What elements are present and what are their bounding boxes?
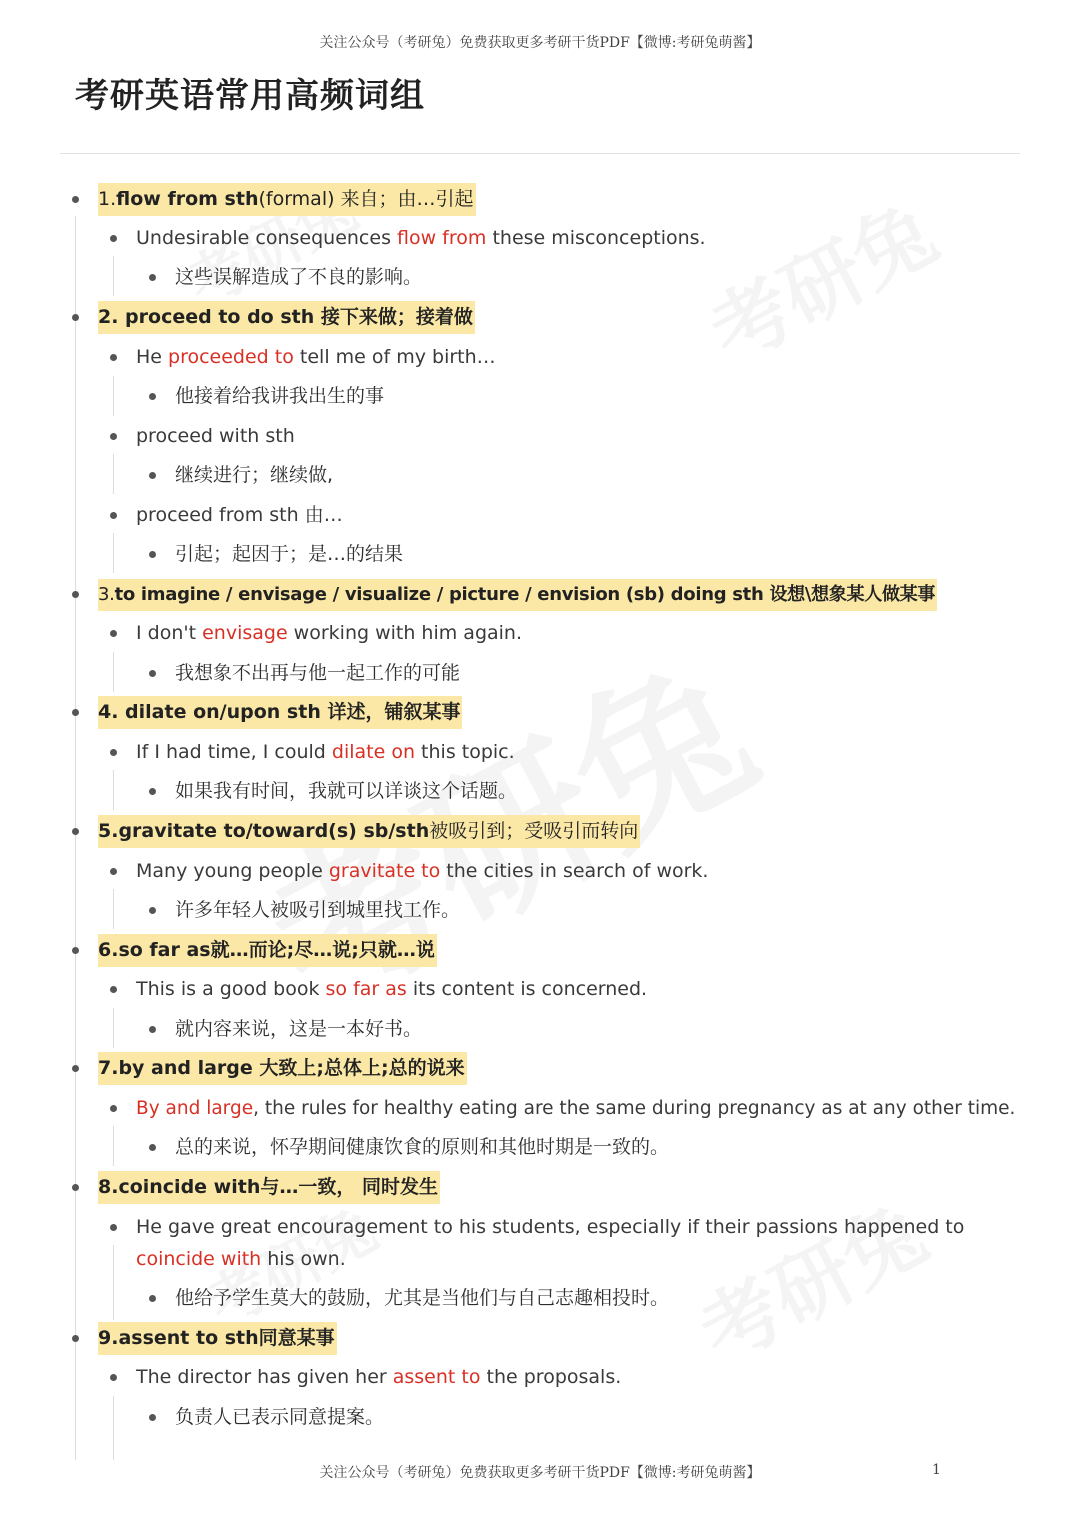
page-footer: 关注公众号（考研兔）免费获取更多考研干货PDF【微博:考研兔萌酱】 (319, 1465, 761, 1481)
example-translation: 他接着给我讲我出生的事 (175, 377, 384, 416)
entry-heading (98, 180, 476, 219)
bullet (149, 907, 156, 914)
example-translation: 负责人已表示同意提案。 (175, 1398, 384, 1437)
example-translation: 这些误解造成了不良的影响。 (175, 258, 422, 297)
entry-phrase: 6.so far as就…而论;尽…说;只就…说 (98, 939, 435, 961)
bullet (72, 314, 79, 321)
example-translation: 就内容来说，这是一本好书。 (175, 1010, 422, 1049)
keyword: assent to (392, 1366, 481, 1388)
example-translation: 引起；起因于；是…的结果 (175, 535, 403, 574)
entry-heading (98, 298, 475, 337)
bullet (110, 512, 117, 519)
entry-note: (formal) (258, 188, 335, 210)
bullet (149, 274, 156, 281)
bullet (110, 1105, 117, 1112)
example-translation: 总的来说，怀孕期间健康饮食的原则和其他时期是一致的。 (175, 1128, 669, 1167)
entry-phrase: 4. dilate on/upon sth 详述，铺叙某事 (98, 701, 461, 723)
entry-heading (98, 931, 437, 970)
page-number: 1 (932, 1462, 941, 1478)
entry-phrase: 5.gravitate to/toward(s) sb/sth (98, 820, 430, 842)
entry-number: 1. (98, 188, 117, 210)
bullet (110, 1374, 117, 1381)
entry-phrase: 2. proceed to do sth 接下来做；接着做 (98, 306, 473, 328)
entry-phrase: 8.coincide with与…一致， 同时发生 (98, 1176, 438, 1198)
bullet (149, 1144, 156, 1151)
bullet (110, 986, 117, 993)
example-sentence: If I had time, I could dilate on this topic. (136, 733, 515, 772)
bullet (110, 749, 117, 756)
bullet (149, 670, 156, 677)
bullet (149, 1414, 156, 1421)
keyword: envisage (202, 622, 288, 644)
bullet (72, 1065, 79, 1072)
entry-number: 3. (98, 584, 115, 605)
entry-phrase: flow from sth (116, 188, 259, 210)
bullet (110, 433, 117, 440)
bullet (110, 1224, 117, 1231)
entry-meaning: 来自；由…引起 (334, 188, 474, 210)
entry-heading (98, 1049, 467, 1088)
bullet (149, 551, 156, 558)
example-sentence: The director has given her assent to the proposals. (136, 1358, 621, 1397)
example-translation: 继续进行；继续做, (175, 456, 333, 495)
bullet (72, 1184, 79, 1191)
bullet (72, 828, 79, 835)
bullet (110, 868, 117, 875)
entry-heading (98, 812, 640, 851)
keyword: flow from (397, 227, 487, 249)
bullet (110, 630, 117, 637)
bullet (72, 591, 79, 598)
example-sentence: Undesirable consequences flow from these misconceptions. (136, 219, 706, 258)
bullet (72, 1335, 79, 1342)
related-phrase: proceed from sth 由… (136, 496, 343, 535)
entry-heading (98, 1168, 440, 1207)
entry-meaning: 被吸引到；受吸引而转向 (429, 820, 639, 842)
bullet (149, 393, 156, 400)
example-translation: 如果我有时间，我就可以详谈这个话题。 (175, 772, 517, 811)
example-translation: 许多年轻人被吸引到城里找工作。 (175, 891, 460, 930)
page-header: 关注公众号（考研兔）免费获取更多考研干货PDF【微博:考研兔萌酱】 (319, 35, 761, 51)
keyword: coincide with (136, 1248, 262, 1270)
entry-phrase: to imagine / envisage / visualize / picture / envision (sb) doing sth 设想\想象某人做某事 (114, 584, 936, 605)
bullet (72, 709, 79, 716)
example-sentence: Many young people gravitate to the cities in search of work. (136, 852, 708, 891)
entry-heading (98, 693, 462, 732)
example-sentence: I don't envisage working with him again. (136, 614, 522, 653)
page-title: 考研英语常用高频词组 (75, 76, 425, 116)
related-phrase: proceed with sth (136, 417, 295, 456)
entry-heading (98, 575, 937, 614)
bullet (149, 1295, 156, 1302)
example-sentence: This is a good book so far as its content is concerned. (136, 970, 647, 1009)
keyword: dilate on (331, 741, 416, 763)
bullet (110, 235, 117, 242)
entry-phrase: 9.assent to sth同意某事 (98, 1327, 335, 1349)
keyword: so far as (325, 978, 407, 1000)
bullet (149, 1026, 156, 1033)
example-sentence: He proceeded to tell me of my birth… (136, 338, 496, 377)
entry-heading (98, 1319, 337, 1358)
entry-phrase: 7.by and large 大致上;总体上;总的说来 (98, 1057, 465, 1079)
bullet (110, 354, 117, 361)
keyword: gravitate to (328, 860, 441, 882)
bullet (72, 947, 79, 954)
example-translation: 他给予学生莫大的鼓励，尤其是当他们与自己志趣相投时。 (175, 1279, 669, 1318)
example-translation: 我想象不出再与他一起工作的可能 (175, 654, 460, 693)
example-sentence: By and large, the rules for healthy eating are the same during pregnancy as at any other time. (136, 1089, 1015, 1128)
keyword: proceeded to (168, 346, 294, 368)
bullet (72, 196, 79, 203)
bullet (149, 472, 156, 479)
bullet (149, 788, 156, 795)
keyword: By and large (136, 1098, 254, 1119)
example-sentence: He gave great encouragement to his students, especially if their passions happened to coincide with his own. (136, 1211, 996, 1275)
